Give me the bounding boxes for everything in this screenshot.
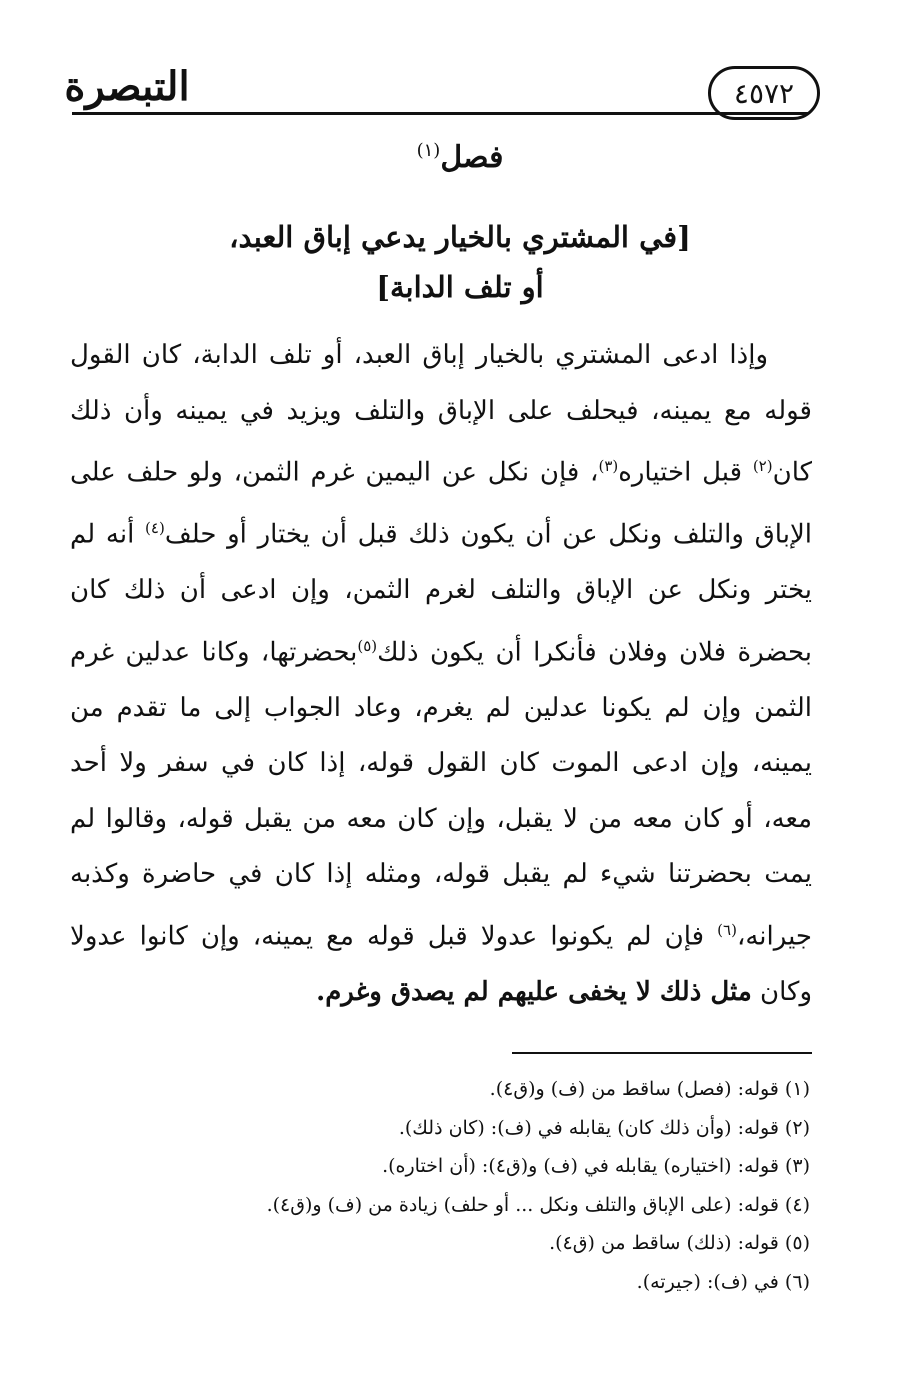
footnote: (٣) قوله: (اختياره) يقابله في (ف) و(ق٤): (أن اختاره).: [382, 1155, 810, 1177]
section-title-text: فصل: [440, 140, 504, 175]
footnote-ref-1: (١): [416, 140, 441, 161]
body-text: [70, 328, 812, 1021]
section-title: [0, 140, 920, 175]
footnote: (٦) في (ف): (جيرته).: [636, 1270, 810, 1293]
footnote-ref-4: (٤): [145, 519, 165, 538]
footnote: (٤) قوله: (على الإباق والتلف ونكل ... أو حلف) زيادة من (ف) و(ق٤).: [266, 1193, 810, 1216]
running-head-title: التبصرة: [64, 63, 190, 110]
footnote-ref-6: (٦): [717, 920, 737, 939]
text-segment: بحضرتها، وكانا عدلين غرم الثمن وإن لم يكونا عدلين لم يغرم، وعاد الجواب إلى ما تقدم من يمينه، وإن ادعى الموت كان القول قوله، إذا كان في سفر ولا أحد معه، أو كان معه من لا يقبل، وإن كان معه من يقبل قوله، وقالوا لم يمت بحضرتنا شيء لم يقبل قوله، ومثله إذا كان في حاضرة وكذبه جيرانه،: [70, 637, 812, 952]
footnote: (١) قوله: (فصل) ساقط من (ف) و(ق٤).: [489, 1078, 810, 1100]
subtitle-line-1: [في المشتري بالخيار يدعي إباق العبد،: [229, 220, 691, 254]
footnote: (٢) قوله: (وأن ذلك كان) يقابله في (ف): (كان ذلك).: [398, 1116, 810, 1139]
text-segment: وإذا ادعى المشتري بالخيار إباق العبد، أو تلف الدابة، كان القول قوله مع يمينه، فيحلف على الإباق والتلف ويزيد في يمينه وأن ذلك كان: [70, 340, 812, 488]
text-segment: فإن لم يكونوا عدولا قبل قوله مع يمينه، وإن كانوا عدولا وكان: [70, 921, 812, 1008]
footnotes-list: [110, 1070, 810, 1301]
text-segment: قبل اختياره: [618, 457, 753, 488]
header-rule: [72, 112, 808, 115]
text-segment: أنه لم يختر ونكل عن الإباق والتلف لغرم الثمن، وإن ادعى أن ذلك كان بحضرة فلان وفلان فأنكرا أن يكون ذلك: [70, 519, 812, 668]
text-segment: ، فإن نكل عن اليمين غرم الثمن، ولو حلف على الإباق والتلف ونكل عن أن يكون ذلك قبل أن يختار أو حلف: [70, 457, 813, 550]
footnote-ref-2: (٢): [752, 457, 773, 475]
footnote-ref-5: (٥): [357, 636, 378, 655]
footnote-separator: [512, 1052, 812, 1054]
body-paragraph: [70, 328, 812, 1021]
page-number: ٤٥٧٢: [708, 66, 820, 120]
footnote-ref-3: (٣): [598, 457, 619, 475]
section-subtitle: [60, 212, 860, 312]
subtitle-line-2: أو تلف الدابة]: [376, 270, 544, 304]
text-segment-bold: مثل ذلك لا يخفى عليهم لم يصدق وغرم.: [316, 977, 752, 1008]
footnote: (٥) قوله: (ذلك) ساقط من (ق٤).: [549, 1232, 810, 1254]
